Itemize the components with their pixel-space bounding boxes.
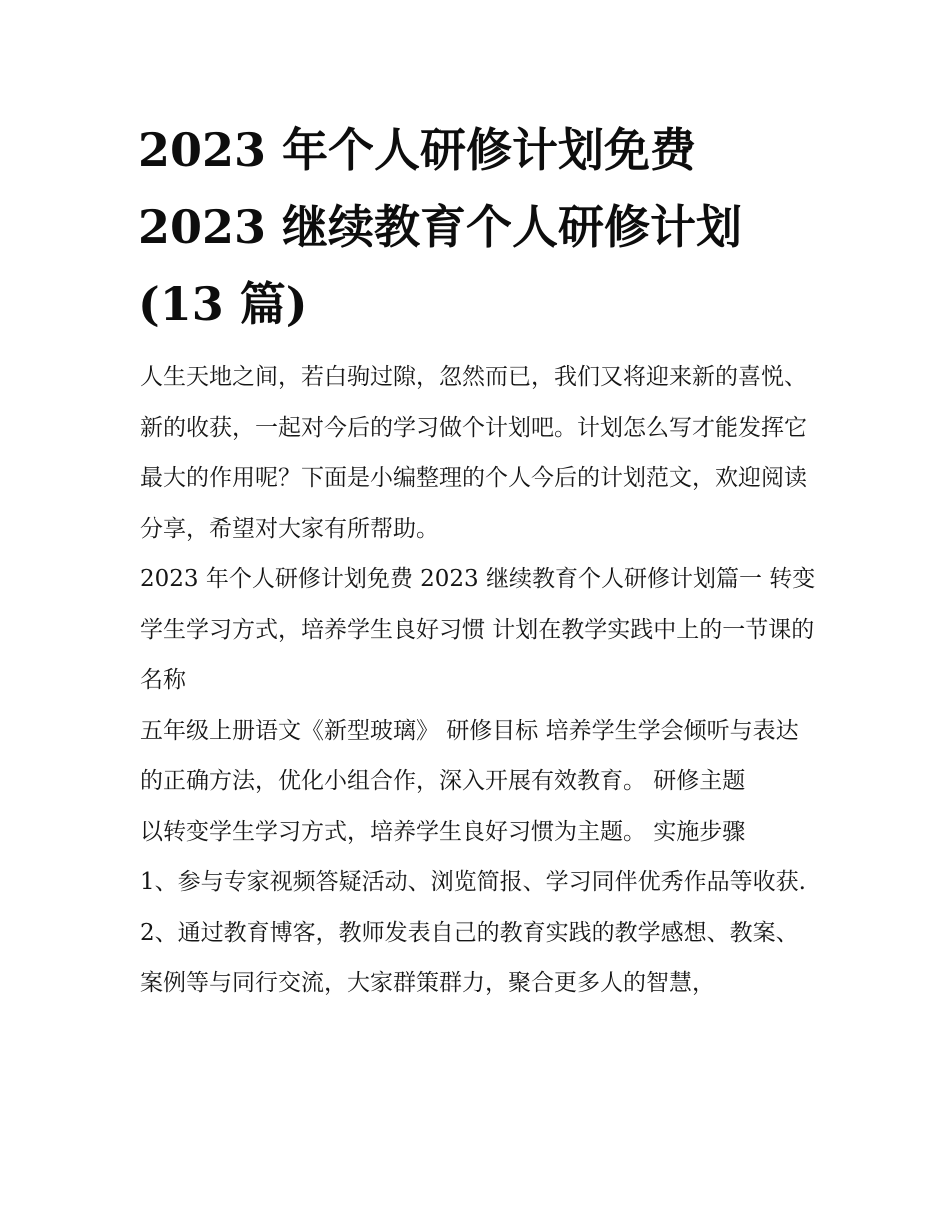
step-two-paragraph: 2、通过教育博客，教师发表自己的教育实践的教学感想、教案、案例等与同行交流，大家群策群力，聚合更多人的智慧， (140, 919, 799, 996)
goal-paragraph: 五年级上册语文《新型玻璃》 研修目标 培养学生学会倾听与表达的正确方法，优化小组合作，深入开展有效教育。 研修主题 (140, 717, 799, 794)
intro-paragraph: 人生天地之间，若白驹过隙，忽然而已，我们又将迎来新的喜悦、新的收获，一起对今后的学习做个计划吧。计划怎么写才能发挥它最大的作用呢？下面是小编整理的个人今后的计划范文，欢迎阅读分享，希望对大家有所帮助。 (140, 364, 807, 542)
theme-paragraph: 以转变学生学习方式，培养学生良好习惯为主题。 实施步骤 (140, 818, 746, 845)
document-body (140, 352, 820, 1009)
section-heading-paragraph: 2023 年个人研修计划免费 2023 继续教育个人研修计划篇一 转变学生学习方式，培养学生良好习惯 计划在教学实践中上的一节课的名称 (140, 566, 816, 693)
title-line-2: 2023 继续教育个人研修计划 (138, 200, 743, 254)
step-one-paragraph: 1、参与专家视频答疑活动、浏览简报、学习同伴优秀作品等收获. (140, 869, 806, 895)
title-line-1: 2023 年个人研修计划免费 (138, 123, 697, 177)
document-title (138, 112, 838, 343)
title-line-3: (13 篇) (138, 277, 308, 331)
